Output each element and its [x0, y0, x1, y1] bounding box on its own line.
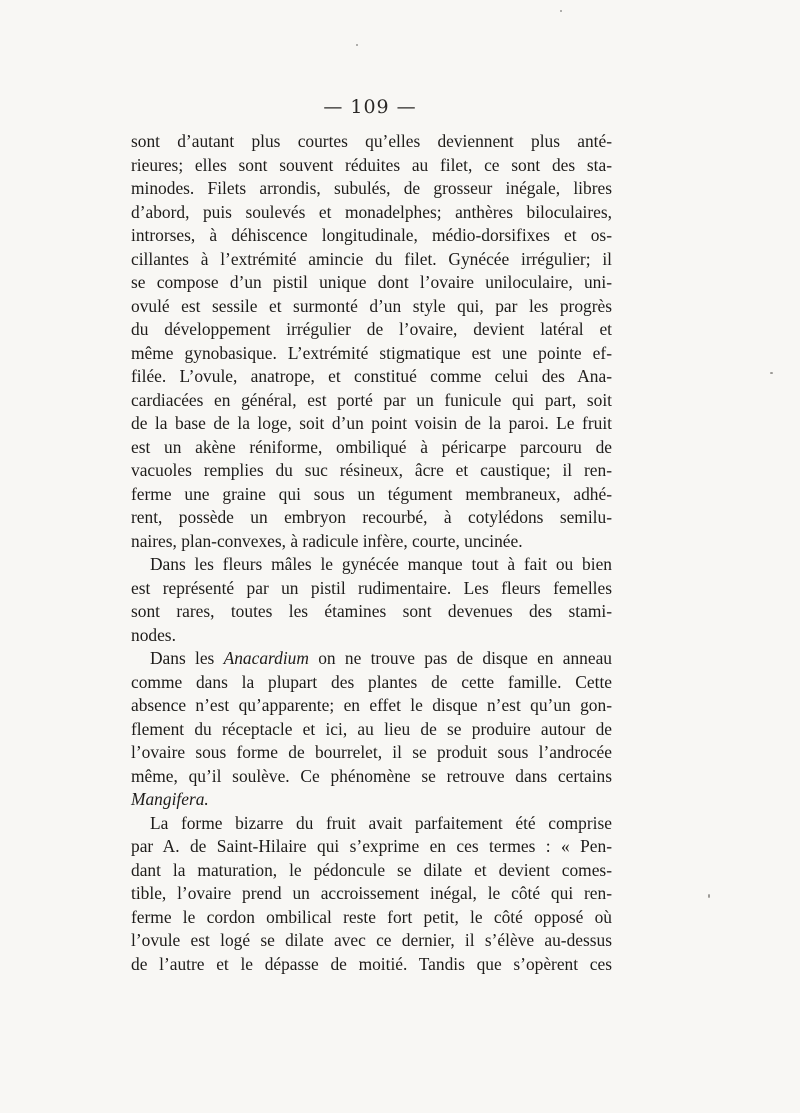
text-line: est représenté par un pistil rudimentaire. Les fleurs femelles: [131, 577, 612, 598]
text-line: flement du réceptacle et ici, au lieu de se produire autour de: [131, 718, 612, 739]
text-line: dant la maturation, le pédoncule se dilate et devient comes-: [131, 859, 612, 880]
text-line: nodes.: [131, 624, 176, 645]
text-line: d’abord, puis soulevés et monadelphes; anthères biloculaires,: [131, 201, 612, 222]
text-line: filée. L’ovule, anatrope, et constitué comme celui des Ana-: [131, 366, 612, 386]
paper-speck: [560, 10, 562, 12]
text-line: minodes. Filets arrondis, subulés, de grosseur inégale, libres: [131, 178, 612, 198]
text-line: l’ovaire sous forme de bourrelet, il se produit sous l’androcée: [131, 742, 612, 762]
text-line: Dans les fleurs mâles le gynécée manque tout à fait ou bien: [150, 554, 612, 574]
text-line: même, qu’il soulève. Ce phénomène se retrouve dans certains: [131, 765, 612, 786]
paragraph-3: [131, 647, 612, 812]
genus-name-anacardium: Anacardium: [223, 648, 309, 668]
paragraph-1: [131, 130, 612, 553]
text-line: de la base de la loge, soit d’un point voisin de la paroi. Le fruit: [131, 413, 612, 433]
text-line: rieures; elles sont souvent réduites au filet, ce sont des sta-: [131, 154, 612, 175]
text-line: La forme bizarre du fruit avait parfaitement été comprise: [150, 812, 612, 833]
text-line: naires, plan-convexes, à radicule infère, courte, uncinée.: [131, 530, 523, 551]
text-line: ferme une graine qui sous un tégument membraneux, adhé-: [131, 483, 612, 504]
text-line: de l’autre et le dépasse de moitié. Tandis que s’opèrent ces: [131, 953, 612, 974]
text-fragment: on ne trouve pas de disque en anneau: [318, 648, 612, 668]
text-line: même gynobasique. L’extrémité stigmatique est une pointe ef-: [131, 342, 612, 363]
page-number: — 109 —: [323, 96, 417, 118]
paper-speck: [708, 894, 710, 898]
text-line: introrses, à déhiscence longitudinale, médio-dorsifixes et os-: [131, 225, 612, 245]
text-line: absence n’est qu’apparente; en effet le disque n’est qu’un gon-: [131, 695, 612, 715]
text-line: tible, l’ovaire prend un accroissement inégal, le côté qui ren-: [131, 883, 612, 903]
paragraph-2: [131, 553, 612, 647]
text-line: l’ovule est logé se dilate avec ce dernier, il s’élève au-dessus: [131, 930, 612, 950]
body-text: [131, 130, 612, 976]
text-line: rent, possède un embryon recourbé, à cotylédons semilu-: [131, 507, 612, 527]
text-line: ovulé est sessile et surmonté d’un style qui, par les progrès: [131, 295, 612, 316]
text-line: sont rares, toutes les étamines sont devenues des stami-: [131, 601, 612, 621]
text-line: vacuoles remplies du suc résineux, âcre et caustique; il ren-: [131, 460, 612, 480]
paper-speck: [770, 372, 773, 374]
text-line: cardiacées en général, est porté par un funicule qui part, soit: [131, 389, 612, 410]
text-line: par A. de Saint-Hilaire qui s’exprime en ces termes : « Pen-: [131, 836, 612, 856]
text-line: se compose d’un pistil unique dont l’ovaire uniloculaire, uni-: [131, 272, 612, 292]
text-line: cillantes à l’extrémité amincie du filet. Gynécée irrégulier; il: [131, 248, 612, 269]
text-line: ferme le cordon ombilical reste fort petit, le côté opposé où: [131, 906, 612, 927]
genus-name-mangifera: Mangifera.: [131, 789, 209, 809]
text-line: comme dans la plupart des plantes de cette famille. Cette: [131, 671, 612, 692]
paper-speck: [356, 44, 358, 46]
text-line: sont d’autant plus courtes qu’elles deviennent plus anté-: [131, 131, 612, 151]
text-line: du développement irrégulier de l’ovaire, devient latéral et: [131, 319, 612, 339]
text-line: est un akène réniforme, ombiliqué à péricarpe parcouru de: [131, 436, 612, 457]
text-fragment: Dans les: [150, 648, 215, 668]
paragraph-4: [131, 812, 612, 977]
text-line: [131, 647, 612, 671]
